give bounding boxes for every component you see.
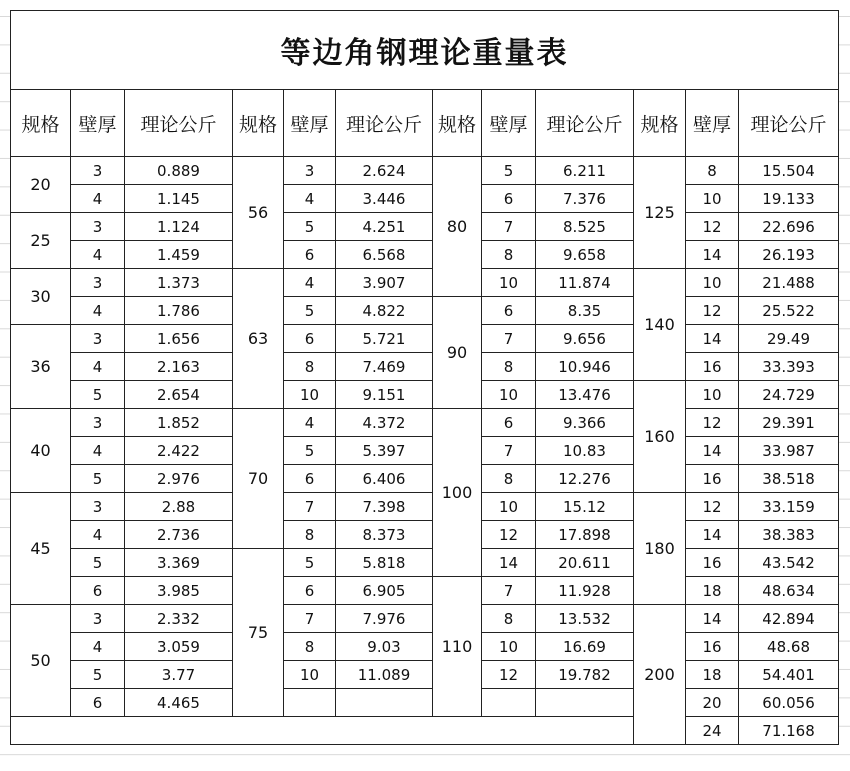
- thickness-header[interactable]: 壁厚: [284, 90, 336, 157]
- thickness-cell[interactable]: 4: [284, 269, 336, 297]
- weight-cell[interactable]: 38.518: [739, 465, 839, 493]
- spec-cell[interactable]: 80: [433, 157, 482, 297]
- thickness-cell[interactable]: 12: [686, 409, 739, 437]
- table-row: [11, 269, 839, 297]
- weight-header[interactable]: 理论公斤: [739, 90, 839, 157]
- spec-header[interactable]: 规格: [233, 90, 284, 157]
- weight-cell[interactable]: 9.656: [536, 325, 634, 353]
- weight-cell[interactable]: 2.654: [125, 381, 233, 409]
- thickness-cell[interactable]: 18: [686, 577, 739, 605]
- spec-cell[interactable]: 50: [11, 605, 71, 717]
- weight-cell[interactable]: 15.504: [739, 157, 839, 185]
- table-row: [11, 717, 839, 745]
- weight-cell[interactable]: 9.03: [336, 633, 433, 661]
- table-row: [11, 409, 839, 437]
- thickness-header[interactable]: 壁厚: [71, 90, 125, 157]
- weight-cell[interactable]: 19.133: [739, 185, 839, 213]
- thickness-cell[interactable]: 6: [284, 325, 336, 353]
- table-row: [11, 353, 839, 381]
- weight-cell[interactable]: 19.782: [536, 661, 634, 689]
- weight-cell[interactable]: 4.251: [336, 213, 433, 241]
- thickness-cell[interactable]: 6: [284, 241, 336, 269]
- spec-cell[interactable]: 125: [634, 157, 686, 269]
- table-row: [11, 465, 839, 493]
- thickness-cell[interactable]: 16: [686, 465, 739, 493]
- thickness-cell[interactable]: 20: [686, 689, 739, 717]
- spec-header[interactable]: 规格: [433, 90, 482, 157]
- thickness-cell[interactable]: 4: [71, 297, 125, 325]
- thickness-cell[interactable]: 5: [482, 157, 536, 185]
- spec-cell[interactable]: 36: [11, 325, 71, 409]
- thickness-cell[interactable]: [482, 689, 536, 717]
- weight-cell[interactable]: 20.611: [536, 549, 634, 577]
- weight-cell[interactable]: 33.159: [739, 493, 839, 521]
- thickness-cell[interactable]: 5: [71, 465, 125, 493]
- thickness-cell[interactable]: 5: [284, 297, 336, 325]
- weight-cell[interactable]: 7.376: [536, 185, 634, 213]
- weight-cell[interactable]: 60.056: [739, 689, 839, 717]
- weight-cell[interactable]: 43.542: [739, 549, 839, 577]
- thickness-cell[interactable]: 14: [686, 325, 739, 353]
- thickness-cell[interactable]: 4: [71, 437, 125, 465]
- thickness-cell[interactable]: 10: [482, 493, 536, 521]
- thickness-header[interactable]: 壁厚: [686, 90, 739, 157]
- weight-cell[interactable]: 71.168: [739, 717, 839, 745]
- spec-cell[interactable]: 110: [433, 577, 482, 717]
- weight-cell[interactable]: 2.736: [125, 521, 233, 549]
- spec-cell[interactable]: 180: [634, 493, 686, 605]
- weight-cell[interactable]: 7.398: [336, 493, 433, 521]
- weight-cell[interactable]: 4.822: [336, 297, 433, 325]
- weight-cell[interactable]: 6.406: [336, 465, 433, 493]
- spec-header[interactable]: 规格: [634, 90, 686, 157]
- weight-cell[interactable]: 5.397: [336, 437, 433, 465]
- weight-cell[interactable]: 1.786: [125, 297, 233, 325]
- thickness-cell[interactable]: 10: [482, 269, 536, 297]
- weight-cell[interactable]: 4.372: [336, 409, 433, 437]
- weight-cell[interactable]: 12.276: [536, 465, 634, 493]
- weight-cell[interactable]: 1.656: [125, 325, 233, 353]
- thickness-cell[interactable]: 5: [284, 549, 336, 577]
- thickness-cell[interactable]: 7: [482, 213, 536, 241]
- weight-cell[interactable]: 3.77: [125, 661, 233, 689]
- thickness-cell[interactable]: 16: [686, 549, 739, 577]
- angle-steel-weight-table: [10, 10, 839, 745]
- table-row: [11, 577, 839, 605]
- weight-cell[interactable]: 17.898: [536, 521, 634, 549]
- thickness-cell[interactable]: 12: [482, 521, 536, 549]
- thickness-cell[interactable]: 6: [482, 409, 536, 437]
- spec-cell[interactable]: 200: [634, 605, 686, 745]
- spec-cell[interactable]: 30: [11, 269, 71, 325]
- weight-cell[interactable]: [536, 689, 634, 717]
- thickness-cell[interactable]: 3: [71, 325, 125, 353]
- thickness-cell[interactable]: 16: [686, 353, 739, 381]
- table-title[interactable]: 等边角钢理论重量表: [11, 11, 839, 90]
- weight-cell[interactable]: 22.696: [739, 213, 839, 241]
- thickness-cell[interactable]: 10: [284, 381, 336, 409]
- thickness-cell[interactable]: 10: [482, 633, 536, 661]
- thickness-cell[interactable]: 3: [71, 157, 125, 185]
- thickness-cell[interactable]: 14: [482, 549, 536, 577]
- weight-cell[interactable]: 6.568: [336, 241, 433, 269]
- thickness-cell[interactable]: 7: [482, 577, 536, 605]
- thickness-cell[interactable]: 14: [686, 605, 739, 633]
- weight-cell[interactable]: 48.68: [739, 633, 839, 661]
- weight-cell[interactable]: 2.163: [125, 353, 233, 381]
- spec-cell[interactable]: 63: [233, 269, 284, 409]
- thickness-cell[interactable]: 4: [71, 241, 125, 269]
- thickness-cell[interactable]: 6: [71, 689, 125, 717]
- weight-cell[interactable]: 9.366: [536, 409, 634, 437]
- weight-cell[interactable]: 25.522: [739, 297, 839, 325]
- weight-cell[interactable]: 6.211: [536, 157, 634, 185]
- thickness-cell[interactable]: 5: [284, 437, 336, 465]
- thickness-cell[interactable]: 4: [71, 633, 125, 661]
- spec-cell[interactable]: 56: [233, 157, 284, 269]
- thickness-cell[interactable]: 14: [686, 521, 739, 549]
- weight-cell[interactable]: 54.401: [739, 661, 839, 689]
- spec-cell[interactable]: 40: [11, 409, 71, 493]
- spec-cell[interactable]: 140: [634, 269, 686, 381]
- weight-cell[interactable]: 1.145: [125, 185, 233, 213]
- thickness-cell[interactable]: 8: [284, 353, 336, 381]
- weight-cell[interactable]: 0.889: [125, 157, 233, 185]
- thickness-cell[interactable]: 6: [482, 297, 536, 325]
- spec-cell[interactable]: 70: [233, 409, 284, 549]
- weight-cell[interactable]: 13.476: [536, 381, 634, 409]
- thickness-cell[interactable]: 12: [686, 213, 739, 241]
- thickness-cell[interactable]: 10: [686, 381, 739, 409]
- weight-cell[interactable]: 33.393: [739, 353, 839, 381]
- spec-cell[interactable]: 45: [11, 493, 71, 605]
- weight-cell[interactable]: 3.059: [125, 633, 233, 661]
- thickness-cell[interactable]: 12: [686, 493, 739, 521]
- weight-cell[interactable]: 2.976: [125, 465, 233, 493]
- weight-cell[interactable]: 29.49: [739, 325, 839, 353]
- thickness-cell[interactable]: 8: [482, 605, 536, 633]
- thickness-cell[interactable]: 3: [71, 605, 125, 633]
- thickness-cell[interactable]: 7: [482, 325, 536, 353]
- weight-cell[interactable]: 2.422: [125, 437, 233, 465]
- weight-cell[interactable]: 11.089: [336, 661, 433, 689]
- weight-cell[interactable]: 1.124: [125, 213, 233, 241]
- thickness-cell[interactable]: 8: [482, 241, 536, 269]
- thickness-header[interactable]: 壁厚: [482, 90, 536, 157]
- weight-cell[interactable]: 8.525: [536, 213, 634, 241]
- weight-cell[interactable]: 24.729: [739, 381, 839, 409]
- empty-merged-cell[interactable]: [11, 717, 634, 745]
- weight-cell[interactable]: 7.976: [336, 605, 433, 633]
- weight-cell[interactable]: 11.874: [536, 269, 634, 297]
- spec-cell[interactable]: 25: [11, 213, 71, 269]
- header-row: [11, 90, 839, 157]
- weight-cell[interactable]: 48.634: [739, 577, 839, 605]
- thickness-cell[interactable]: 10: [686, 269, 739, 297]
- weight-header[interactable]: 理论公斤: [336, 90, 433, 157]
- thickness-cell[interactable]: 3: [71, 269, 125, 297]
- weight-cell[interactable]: 6.905: [336, 577, 433, 605]
- weight-cell[interactable]: 7.469: [336, 353, 433, 381]
- spec-cell[interactable]: 160: [634, 381, 686, 493]
- thickness-cell[interactable]: 8: [482, 465, 536, 493]
- table-row: [11, 633, 839, 661]
- table-row: [11, 185, 839, 213]
- weight-cell[interactable]: 5.721: [336, 325, 433, 353]
- thickness-cell[interactable]: [284, 689, 336, 717]
- weight-cell[interactable]: 1.459: [125, 241, 233, 269]
- spec-cell[interactable]: 75: [233, 549, 284, 717]
- weight-cell[interactable]: 29.391: [739, 409, 839, 437]
- thickness-cell[interactable]: 10: [284, 661, 336, 689]
- thickness-cell[interactable]: 6: [284, 577, 336, 605]
- weight-cell[interactable]: 3.985: [125, 577, 233, 605]
- thickness-cell[interactable]: 5: [71, 661, 125, 689]
- table-row: [11, 549, 839, 577]
- thickness-cell[interactable]: 3: [284, 157, 336, 185]
- thickness-cell[interactable]: 4: [71, 521, 125, 549]
- spec-cell[interactable]: 20: [11, 157, 71, 213]
- weight-cell[interactable]: [336, 689, 433, 717]
- thickness-cell[interactable]: 7: [482, 437, 536, 465]
- thickness-cell[interactable]: 14: [686, 437, 739, 465]
- thickness-cell[interactable]: 3: [71, 409, 125, 437]
- thickness-cell[interactable]: 5: [71, 549, 125, 577]
- weight-cell[interactable]: 21.488: [739, 269, 839, 297]
- thickness-cell[interactable]: 3: [71, 213, 125, 241]
- table-row: [11, 521, 839, 549]
- thickness-cell[interactable]: 5: [71, 381, 125, 409]
- spec-header[interactable]: 规格: [11, 90, 71, 157]
- thickness-cell[interactable]: 4: [284, 409, 336, 437]
- thickness-cell[interactable]: 5: [284, 213, 336, 241]
- thickness-cell[interactable]: 6: [482, 185, 536, 213]
- weight-cell[interactable]: 2.332: [125, 605, 233, 633]
- weight-cell[interactable]: 33.987: [739, 437, 839, 465]
- weight-cell[interactable]: 4.465: [125, 689, 233, 717]
- weight-cell[interactable]: 8.35: [536, 297, 634, 325]
- thickness-cell[interactable]: 10: [482, 381, 536, 409]
- thickness-cell[interactable]: 4: [284, 185, 336, 213]
- table-row: [11, 213, 839, 241]
- thickness-cell[interactable]: 3: [71, 493, 125, 521]
- weight-cell[interactable]: 3.369: [125, 549, 233, 577]
- weight-cell[interactable]: 26.193: [739, 241, 839, 269]
- table-row: [11, 325, 839, 353]
- thickness-cell[interactable]: 4: [71, 185, 125, 213]
- thickness-cell[interactable]: 12: [686, 297, 739, 325]
- weight-cell[interactable]: 1.852: [125, 409, 233, 437]
- thickness-cell[interactable]: 16: [686, 633, 739, 661]
- weight-cell[interactable]: 1.373: [125, 269, 233, 297]
- weight-cell[interactable]: 8.373: [336, 521, 433, 549]
- weight-cell[interactable]: 2.88: [125, 493, 233, 521]
- table-row: [11, 381, 839, 409]
- thickness-cell[interactable]: 7: [284, 493, 336, 521]
- thickness-cell[interactable]: 8: [482, 353, 536, 381]
- spec-cell[interactable]: 100: [433, 409, 482, 577]
- weight-header[interactable]: 理论公斤: [125, 90, 233, 157]
- thickness-cell[interactable]: 7: [284, 605, 336, 633]
- thickness-cell[interactable]: 6: [71, 577, 125, 605]
- table-row: [11, 605, 839, 633]
- thickness-cell[interactable]: 8: [686, 157, 739, 185]
- weight-cell[interactable]: 42.894: [739, 605, 839, 633]
- thickness-cell[interactable]: 4: [71, 353, 125, 381]
- weight-cell[interactable]: 5.818: [336, 549, 433, 577]
- thickness-cell[interactable]: 12: [482, 661, 536, 689]
- thickness-cell[interactable]: 8: [284, 521, 336, 549]
- thickness-cell[interactable]: 14: [686, 241, 739, 269]
- table-row: [11, 661, 839, 689]
- weight-cell[interactable]: 9.658: [536, 241, 634, 269]
- weight-cell[interactable]: 10.83: [536, 437, 634, 465]
- thickness-cell[interactable]: 6: [284, 465, 336, 493]
- table-row: [11, 297, 839, 325]
- weight-cell[interactable]: 13.532: [536, 605, 634, 633]
- weight-cell[interactable]: 3.446: [336, 185, 433, 213]
- table-row: [11, 437, 839, 465]
- thickness-cell[interactable]: 10: [686, 185, 739, 213]
- weight-cell[interactable]: 16.69: [536, 633, 634, 661]
- weight-cell[interactable]: 3.907: [336, 269, 433, 297]
- thickness-cell[interactable]: 18: [686, 661, 739, 689]
- table-row: [11, 493, 839, 521]
- weight-cell[interactable]: 11.928: [536, 577, 634, 605]
- table-row: [11, 157, 839, 185]
- table-row: [11, 689, 839, 717]
- thickness-cell[interactable]: 24: [686, 717, 739, 745]
- weight-cell[interactable]: 2.624: [336, 157, 433, 185]
- weight-cell[interactable]: 10.946: [536, 353, 634, 381]
- table-row: [11, 241, 839, 269]
- weight-cell[interactable]: 38.383: [739, 521, 839, 549]
- thickness-cell[interactable]: 8: [284, 633, 336, 661]
- weight-cell[interactable]: 9.151: [336, 381, 433, 409]
- weight-header[interactable]: 理论公斤: [536, 90, 634, 157]
- spec-cell[interactable]: 90: [433, 297, 482, 409]
- weight-cell[interactable]: 15.12: [536, 493, 634, 521]
